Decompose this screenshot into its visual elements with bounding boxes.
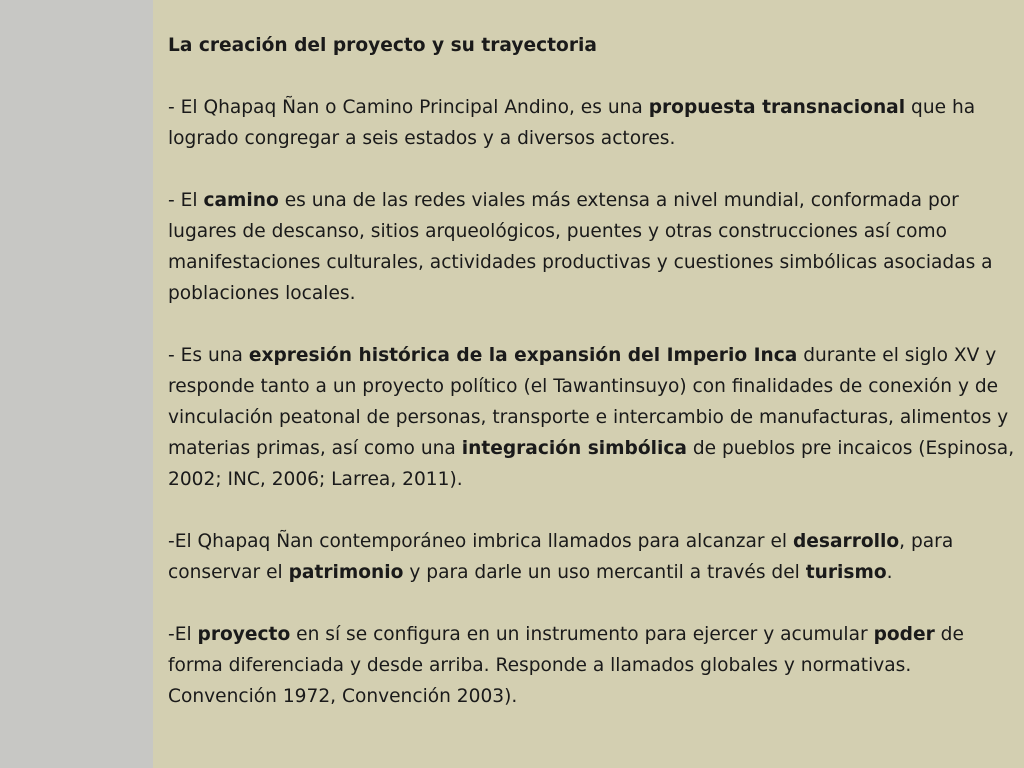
paragraph-text: -El Qhapaq Ñan contemporáneo imbrica llamados para alcanzar el	[168, 531, 793, 552]
paragraph-text: - El	[168, 190, 204, 211]
paragraph-text: -El	[168, 624, 198, 645]
paragraph-transnational-proposal	[168, 92, 1018, 154]
emphasis-text: camino	[203, 190, 279, 211]
paragraph-text: es una de las redes viales más extensa a nivel mundial, conformada por lugares de descanso, sitios arqueológicos, puentes y otras construcciones así como manifestaciones culturales, actividades productivas y cuestiones simbólicas asociadas a poblaciones locales.	[168, 190, 993, 304]
paragraph-text: , para conservar el	[168, 531, 954, 583]
paragraph-contemporary-qhapaq-nan	[168, 526, 1018, 588]
emphasis-text: propuesta transnacional	[648, 97, 906, 118]
paragraph-text: - Es una	[168, 345, 249, 366]
emphasis-text: desarrollo	[792, 531, 900, 552]
paragraph-text: que ha logrado congregar a seis estados y a diversos actores.	[168, 97, 976, 149]
left-gray-band	[0, 0, 153, 768]
paragraph-text: durante el siglo XV y responde tanto a un proyecto político (el Tawantinsuyo) con finalidades de conexión y de vinculación peatonal de personas, transporte e intercambio de manufacturas, alimentos y materias primas, así como una	[168, 345, 1009, 459]
paragraph-text: en sí se configura en un instrumento para ejercer y acumular	[290, 624, 874, 645]
slide-title: La creación del proyecto y su trayectoria	[168, 35, 597, 56]
slide-content	[168, 30, 1018, 712]
emphasis-text: integración simbólica	[461, 438, 687, 459]
emphasis-text: expresión histórica de la expansión del Imperio Inca	[248, 345, 798, 366]
paragraph-text: y para darle un uso mercantil a través del	[403, 562, 806, 583]
emphasis-text: proyecto	[197, 624, 291, 645]
paragraph-inca-expansion	[168, 340, 1018, 495]
paragraph-text: .	[886, 562, 893, 583]
paragraph-text: de pueblos pre incaicos (Espinosa, 2002; INC, 2006; Larrea, 2011).	[168, 438, 1015, 490]
paragraph-road-network	[168, 185, 1018, 309]
emphasis-text: poder	[873, 624, 935, 645]
emphasis-text: patrimonio	[288, 562, 404, 583]
emphasis-text: turismo	[805, 562, 887, 583]
paragraph-text: - El Qhapaq Ñan o Camino Principal Andino, es una	[168, 97, 649, 118]
paragraph-project-power	[168, 619, 1018, 712]
paragraph-text: de forma diferenciada y desde arriba. Responde a llamados globales y normativas. Convención 1972, Convención 2003).	[168, 624, 964, 707]
